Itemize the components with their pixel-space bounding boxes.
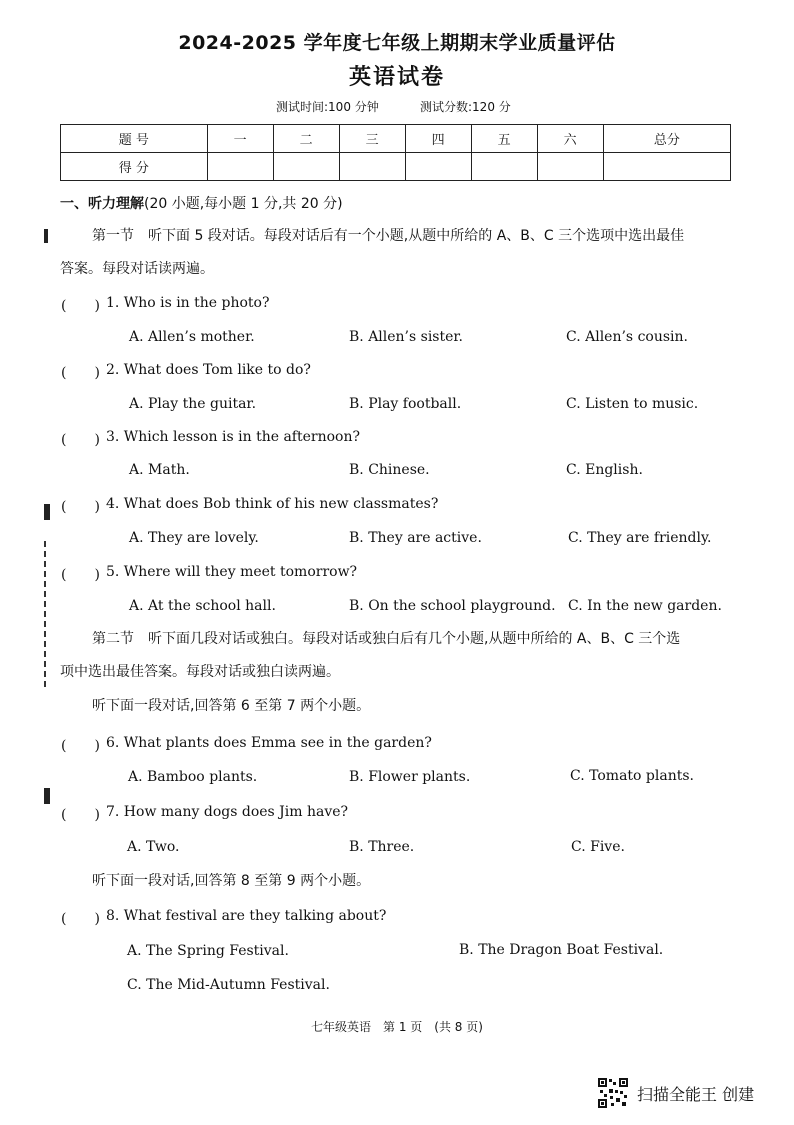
question-7: 7. How many dogs does Jim have? — [106, 804, 349, 820]
score-table-cell: 五 — [471, 125, 537, 153]
score-input-cell[interactable] — [471, 153, 537, 181]
question-2: 2. What does Tom like to do? — [106, 362, 311, 378]
option-7a: A. Two. — [127, 839, 180, 855]
option-8a: A. The Spring Festival. — [127, 943, 289, 959]
score-table-cell: 二 — [273, 125, 339, 153]
option-5b: B. On the school playground. — [349, 598, 556, 614]
score-table-cell: 题 号 — [61, 125, 208, 153]
option-1a: A. Allen’s mother. — [129, 329, 255, 345]
page-footer: 七年级英语 第 1 页 (共 8 页) — [311, 1020, 483, 1034]
score-input-cell[interactable] — [207, 153, 273, 181]
answer-blank[interactable]: ( ) — [61, 738, 100, 754]
option-5a: A. At the school hall. — [129, 598, 276, 614]
score-input-cell[interactable] — [537, 153, 603, 181]
option-3b: B. Chinese. — [349, 462, 430, 478]
option-3a: A. Math. — [129, 462, 190, 478]
answer-blank[interactable]: ( ) — [61, 567, 100, 583]
answer-blank[interactable]: ( ) — [61, 911, 100, 927]
watermark-text: 扫描全能王 创建 — [637, 1084, 755, 1104]
binding-cut-line — [44, 541, 46, 687]
instruction-q6-q7: 听下面一段对话,回答第 6 至第 7 两个小题。 — [92, 698, 371, 714]
score-table-cell: 总分 — [603, 125, 730, 153]
option-7b: B. Three. — [349, 839, 415, 855]
score-table-cell: 三 — [339, 125, 405, 153]
option-2c: C. Listen to music. — [566, 396, 699, 412]
part2-instruction-line2: 项中选出最佳答案。每段对话或独白读两遍。 — [60, 664, 340, 680]
option-3c: C. English. — [566, 462, 643, 478]
binding-mark — [44, 788, 50, 804]
option-1c: C. Allen’s cousin. — [566, 329, 688, 345]
answer-blank[interactable]: ( ) — [61, 298, 100, 314]
option-6b: B. Flower plants. — [349, 769, 471, 785]
score-table-cell: 四 — [405, 125, 471, 153]
option-6a: A. Bamboo plants. — [128, 769, 258, 785]
option-6c: C. Tomato plants. — [570, 768, 694, 784]
binding-mark — [44, 229, 48, 243]
question-1: 1. Who is in the photo? — [106, 295, 270, 311]
section-heading-note: (20 小题,每小题 1 分,共 20 分) — [144, 196, 343, 212]
question-6: 6. What plants does Emma see in the garden? — [106, 735, 432, 751]
answer-blank[interactable]: ( ) — [61, 499, 100, 515]
score-input-cell[interactable] — [273, 153, 339, 181]
part2-instruction-line1: 第二节 听下面几段对话或独白。每段对话或独白后有几个小题,从题中所给的 A、B、C 三个选 — [92, 631, 681, 647]
exam-title: 2024-2025 学年度七年级上期期末学业质量评估 — [178, 32, 616, 54]
option-7c: C. Five. — [571, 839, 625, 855]
part1-instruction-line2: 答案。每段对话读两遍。 — [60, 261, 214, 277]
answer-blank[interactable]: ( ) — [61, 432, 100, 448]
score-table-cell: 六 — [537, 125, 603, 153]
question-3: 3. Which lesson is in the afternoon? — [106, 429, 360, 445]
binding-mark — [44, 504, 50, 520]
question-4: 4. What does Bob think of his new classmates? — [106, 496, 439, 512]
option-8b: B. The Dragon Boat Festival. — [459, 942, 664, 958]
option-4b: B. They are active. — [349, 530, 482, 546]
option-1b: B. Allen’s sister. — [349, 329, 464, 345]
score-table-cell: 得 分 — [61, 153, 208, 181]
answer-blank[interactable]: ( ) — [61, 807, 100, 823]
exam-score: 测试分数:120 分 — [420, 100, 511, 114]
exam-time: 测试时间:100 分钟 — [276, 100, 379, 114]
option-2b: B. Play football. — [349, 396, 462, 412]
option-2a: A. Play the guitar. — [129, 396, 257, 412]
scanner-watermark — [597, 1076, 754, 1110]
option-8c: C. The Mid-Autumn Festival. — [127, 977, 330, 993]
score-table-header-row — [61, 125, 731, 153]
answer-blank[interactable]: ( ) — [61, 365, 100, 381]
option-5c: C. In the new garden. — [568, 598, 722, 614]
score-input-cell[interactable] — [339, 153, 405, 181]
instruction-q8-q9: 听下面一段对话,回答第 8 至第 9 两个小题。 — [92, 873, 371, 889]
score-table-cell: 一 — [207, 125, 273, 153]
score-table — [60, 124, 731, 181]
section-heading-title: 一、听力理解 — [60, 196, 144, 212]
question-5: 5. Where will they meet tomorrow? — [106, 564, 358, 580]
qr-code-icon — [597, 1077, 629, 1109]
option-4a: A. They are lovely. — [129, 530, 259, 546]
score-input-cell[interactable] — [603, 153, 730, 181]
score-table-score-row — [61, 153, 731, 181]
score-input-cell[interactable] — [405, 153, 471, 181]
option-4c: C. They are friendly. — [568, 530, 712, 546]
section-heading — [60, 193, 343, 213]
exam-subject: 英语试卷 — [348, 65, 445, 90]
part1-instruction-line1: 第一节 听下面 5 段对话。每段对话后有一个小题,从题中所给的 A、B、C 三个选项中选出最佳 — [92, 228, 685, 244]
question-8: 8. What festival are they talking about? — [106, 908, 387, 924]
